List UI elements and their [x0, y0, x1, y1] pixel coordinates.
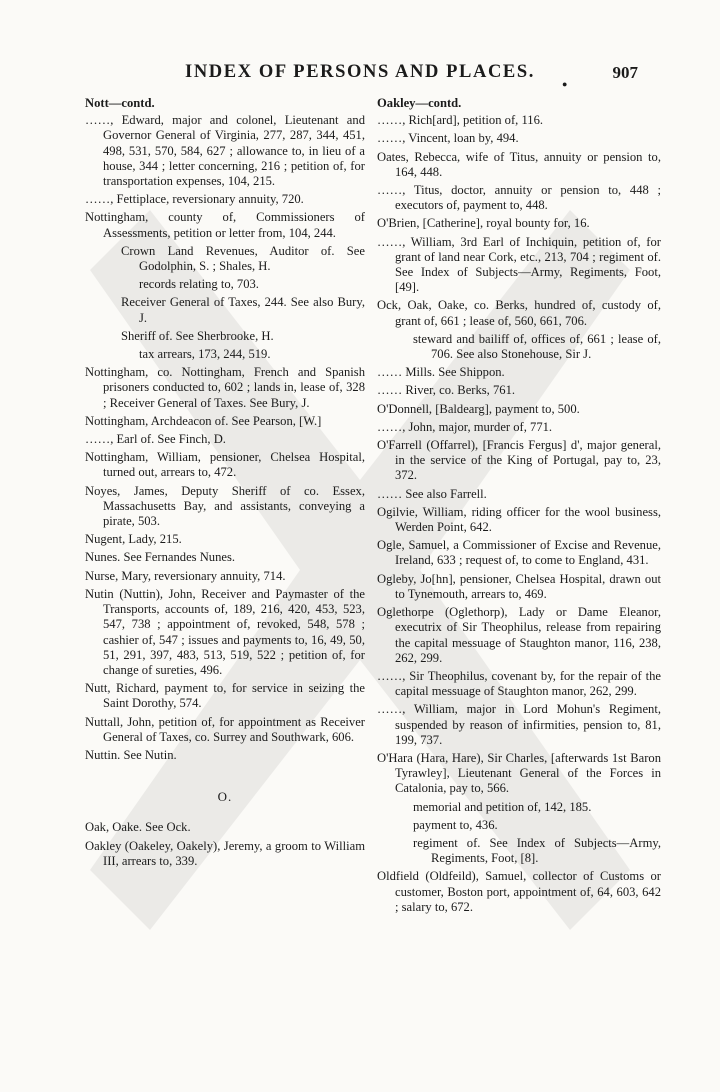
- index-entry: Nottingham, county of, Commissioners of Assessments, petition or letter from, 104, 244.: [85, 210, 365, 240]
- index-entry: steward and bailiff of, offices of, 661 ; lease of, 706. See also Stonehouse, Sir J.: [413, 331, 661, 362]
- index-entry: Ogilvie, William, riding officer for the wool business, Werden Point, 642.: [377, 504, 661, 535]
- index-entry: ……, William, major in Lord Mohun's Regiment, suspended by reason of infirmities, pension to, 81, 199, 737.: [377, 702, 661, 747]
- index-entry: O'Hara (Hara, Hare), Sir Charles, [afterwards 1st Baron Tyrawley], Lieutenant General of the Forces in Catalonia, pay to, 566.: [377, 750, 661, 796]
- continued-heading: Oakley—contd.: [377, 96, 462, 110]
- index-entry: ……, William, 3rd Earl of Inchiquin, petition of, for grant of land near Cork, etc., 213, 704 ; regiment of. See Index of Subjects—Army, Regiments, Foot, [49].: [377, 234, 661, 295]
- index-entry: Oakley (Oakeley, Oakely), Jeremy, a groom to William III, arrears to, 339.: [85, 838, 365, 868]
- index-entry: regiment of. See Index of Subjects—Army, Regiments, Foot, [8].: [413, 835, 661, 866]
- index-entry: Nutt, Richard, payment to, for service in seizing the Saint Dorothy, 574.: [85, 681, 365, 711]
- index-entry: Oglethorpe (Oglethorp), Lady or Dame Eleanor, executrix of Sir Theophilus, release from repairing the capital messuage of Staughton manor, 116, 238, 262, 299.: [377, 605, 661, 665]
- index-entry: O'Donnell, [Baldearg], payment to, 500.: [377, 401, 580, 416]
- index-entry: Nottingham, William, pensioner, Chelsea Hospital, turned out, arrears to, 472.: [85, 450, 365, 480]
- index-entry: ……, Rich[ard], petition of, 116.: [377, 113, 544, 128]
- index-entry: payment to, 436.: [413, 817, 498, 832]
- index-entry: …… River, co. Berks, 761.: [377, 383, 516, 398]
- page-number: 907: [612, 63, 638, 82]
- index-entry: tax arrears, 173, 244, 519.: [139, 347, 271, 362]
- index-entry: Nurse, Mary, reversionary annuity, 714.: [85, 568, 286, 583]
- index-entry: Oldfield (Oldfeild), Samuel, collector of Customs or customer, Boston port, appointment of, 64, 603, 642 ; salary to, 672.: [377, 869, 661, 914]
- index-entry: Nuttin. See Nutin.: [85, 747, 177, 762]
- page-header: [0, 62, 720, 89]
- index-column-left: [85, 96, 365, 872]
- index-entry: O'Brien, [Catherine], royal bounty for, 16.: [377, 216, 590, 231]
- index-entry: records relating to, 703.: [139, 277, 259, 292]
- index-entry: …… Mills. See Shippon.: [377, 365, 505, 380]
- index-entry: ……, Edward, major and colonel, Lieutenant and Governor General of Virginia, 277, 287, 344, 451, 498, 531, 570, 584, 627 ; allowance to, in lieu of a house, 344 ; letter concerning, 216 ; petition of, for transportation expenses, 104, 215.: [85, 113, 365, 189]
- header-dot: ●: [562, 79, 568, 89]
- continued-heading: Nott—contd.: [85, 96, 155, 110]
- index-entry: ……, John, major, murder of, 771.: [377, 419, 553, 434]
- index-entry: Nottingham, Archdeacon of. See Pearson, [W.]: [85, 413, 322, 428]
- index-entry: Nugent, Lady, 215.: [85, 532, 182, 547]
- index-entry: Noyes, James, Deputy Sheriff of co. Essex, Massachusetts Bay, and assistants, conveying a pirate, 503.: [85, 483, 365, 529]
- index-entry: ……, Vincent, loan by, 494.: [377, 131, 519, 146]
- index-entry: ……, Earl of. See Finch, D.: [85, 432, 226, 447]
- index-entry: Ogleby, Jo[hn], pensioner, Chelsea Hospital, drawn out to Tynemouth, arrears to, 469.: [377, 571, 661, 601]
- index-entry: memorial and petition of, 142, 185.: [413, 799, 592, 814]
- index-entry: Crown Land Revenues, Auditor of. See Godolphin, S. ; Shales, H.: [121, 243, 365, 274]
- index-entry: ……, Sir Theophilus, covenant by, for the repair of the capital messuage of Staughton manor, 262, 299.: [377, 668, 661, 699]
- section-letter: O.: [217, 789, 233, 805]
- index-entry: Nuttall, John, petition of, for appointment as Receiver General of Taxes, co. Surrey and Southwark, 606.: [85, 714, 365, 744]
- index-entry: Nunes. See Fernandes Nunes.: [85, 550, 236, 565]
- index-entry: …… See also Farrell.: [377, 486, 487, 501]
- index-entry: ……, Titus, doctor, annuity or pension to, 448 ; executors of, payment to, 448.: [377, 183, 661, 213]
- index-entry: Sheriff of. See Sherbrooke, H.: [121, 328, 274, 343]
- page-title: INDEX OF PERSONS AND PLACES.: [185, 62, 535, 82]
- index-entry: O'Farrell (Offarrel), [Francis Fergus] d', major general, in the service of the King of Portugal, pay to, 23, 372.: [377, 438, 661, 483]
- index-entry: Oates, Rebecca, wife of Titus, annuity or pension to, 164, 448.: [377, 149, 661, 179]
- index-entry: Receiver General of Taxes, 244. See also Bury, J.: [121, 295, 365, 325]
- index-entry: Oak, Oake. See Ock.: [85, 820, 191, 835]
- index-entry: ……, Fettiplace, reversionary annuity, 720.: [85, 192, 304, 207]
- index-column-right: [377, 96, 661, 918]
- index-entry: Ogle, Samuel, a Commissioner of Excise and Revenue, Ireland, 633 ; request of, to come to England, 431.: [377, 538, 661, 568]
- index-entry: Ock, Oak, Oake, co. Berks, hundred of, custody of, grant of, 661 ; lease of, 560, 661, 706.: [377, 298, 661, 328]
- index-entry: Nutin (Nuttin), John, Receiver and Paymaster of the Transports, accounts of, 189, 216, 420, 453, 523, 547, 738 ; appointment of, revoked, 548, 578 ; cashier of, 547 ; issues and payments to, 16, 49, 50, 51, 291, 397, 483, 513, 519, 522 ; petition of, for change of sureties, 496.: [85, 586, 365, 677]
- index-entry: Nottingham, co. Nottingham, French and Spanish prisoners conducted to, 602 ; lands in, lease of, 328 ; Receiver General of Taxes. See Bury, J.: [85, 365, 365, 410]
